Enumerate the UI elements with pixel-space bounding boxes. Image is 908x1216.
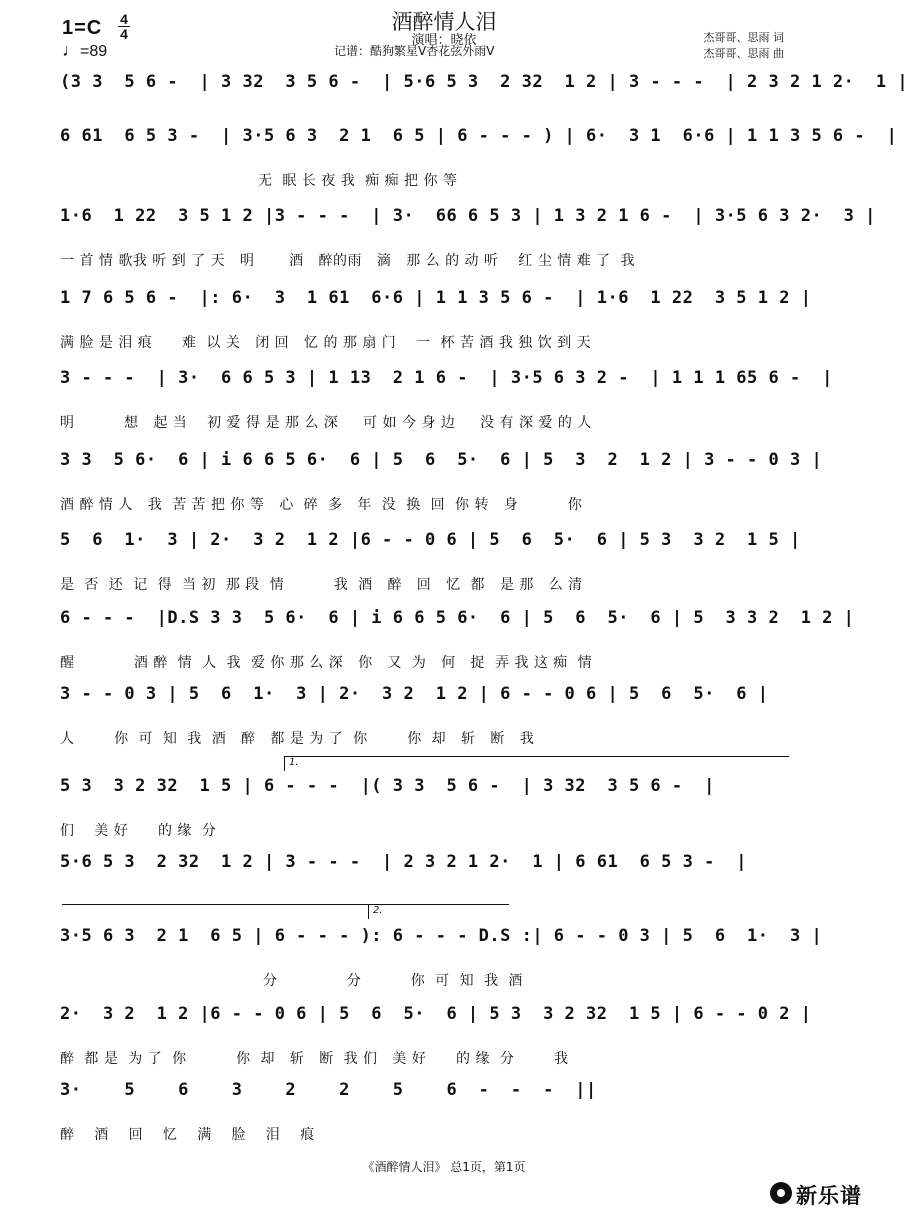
notes-line: 3 3 5 6· 6 | i 6 6 5 6· 6 | 5 6 5· 6 | 5 3 2 1 2 | 3 - - 0 3 | (60, 450, 823, 470)
notes-line: 3· 5 6 3 2 2 5 6 - - - || (60, 1080, 597, 1100)
notes-line: 5 3 3 2 32 1 5 | 6 - - - |( 3 3 5 6 - | 3 32 3 5 6 - | (60, 776, 715, 796)
notes-line: 3·5 6 3 2 1 6 5 | 6 - - - ): 6 - - - D.S :| 6 - - 0 3 | 5 6 1· 3 | (60, 926, 823, 946)
notes-line: 3 - - - | 3· 6 6 5 3 | 1 13 2 1 6 - | 3·5 6 3 2 - | 1 1 1 65 6 - | (60, 368, 833, 388)
lyrics-line: 酒 醉 情 人 我 苦 苦 把 你 等 心 碎 多 年 没 换 回 你 转 身 你 (60, 497, 583, 513)
notes-line: 5·6 5 3 2 32 1 2 | 3 - - - | 2 3 2 1 2· 1 | 6 61 6 5 3 - | (60, 852, 748, 872)
lyrics-line: 醒 酒 醉 情 人 我 爱 你 那 么 深 你 又 为 何 捉 弄 我 这 痴 情 (60, 655, 593, 671)
transcriber: 记谱：酷狗繁星V杏花弦外雨V (334, 44, 495, 58)
time-signature-top: 4 (118, 12, 130, 27)
notes-line: (3 3 5 6 - | 3 32 3 5 6 - | 5·6 5 3 2 32 1 2 | 3 - - - | 2 3 2 1 2· 1 | (60, 72, 908, 92)
notes-line: 5 6 1· 3 | 2· 3 2 1 2 |6 - - 0 6 | 5 6 5· 6 | 5 3 3 2 1 5 | (60, 530, 801, 550)
lyrics-line: 明 想 起 当 初 爱 得 是 那 么 深 可 如 今 身 边 没 有 深 爱 的 人 (60, 415, 592, 431)
notes-line: 1·6 1 22 3 5 1 2 |3 - - - | 3· 66 6 5 3 | 1 3 2 1 6 - | 3·5 6 3 2· 3 | (60, 206, 876, 226)
lyrics-line: 人 你 可 知 我 酒 醉 都 是 为 了 你 你 却 斩 断 我 (60, 731, 535, 747)
notes-line: 2· 3 2 1 2 |6 - - 0 6 | 5 6 5· 6 | 5 3 3 2 32 1 5 | 6 - - 0 2 | (60, 1004, 812, 1024)
tempo-value: =89 (80, 43, 108, 60)
brand-name: 新乐谱 (796, 1184, 862, 1208)
lyrics-line: 一 首 情 歌我 听 到 了 天 明 酒 醉的雨 滴 那 么 的 动 听 红 尘 情 难 了 我 (60, 253, 636, 269)
lyrics-line: 醉 都 是 为 了 你 你 却 斩 断 我 们 美 好 的 缘 分 我 (60, 1051, 569, 1067)
page-footer: 《酒醉情人泪》 总1页，第1页 (362, 1160, 526, 1174)
lyrics-line: 无 眠 长 夜 我 痴 痴 把 你 等 (60, 173, 458, 189)
brand-logo (770, 1180, 888, 1208)
lyrics-line: 们 美 好 的 缘 分 (60, 823, 217, 839)
lyricist-credit: 杰哥哥、思雨 词 (703, 31, 784, 44)
lyrics-line: 醉 酒 回 忆 满 脸 泪 痕 (60, 1127, 315, 1143)
notes-line: 6 - - - |D.S 3 3 5 6· 6 | i 6 6 5 6· 6 | 5 6 5· 6 | 5 3 3 2 1 2 | (60, 608, 855, 628)
second-ending-label: 2. (373, 905, 383, 916)
key-signature: 1=C (62, 17, 103, 39)
notes-line: 1 7 6 5 6 - |: 6· 3 1 61 6·6 | 1 1 3 5 6 - | 1·6 1 22 3 5 1 2 | (60, 288, 812, 308)
notes-line: 3 - - 0 3 | 5 6 1· 3 | 2· 3 2 1 2 | 6 - - 0 6 | 5 6 5· 6 | (60, 684, 769, 704)
time-signature-bottom: 4 (120, 26, 128, 42)
second-ending-bracket (368, 904, 509, 919)
first-ending-continuation (62, 904, 368, 919)
composer-credit: 杰哥哥、思雨 曲 (703, 47, 784, 60)
vinyl-record-icon (770, 1182, 792, 1204)
lyrics-line: 分 分 你 可 知 我 酒 (60, 973, 523, 989)
singer: 演唱：晓依 (411, 33, 477, 48)
lyrics-line: 是 否 还 记 得 当 初 那 段 情 我 酒 醉 回 忆 都 是 那 么 清 (60, 577, 583, 593)
notes-line: 6 61 6 5 3 - | 3·5 6 3 2 1 6 5 | 6 - - - ) | 6· 3 1 6·6 | 1 1 3 5 6 - | (60, 126, 898, 146)
quarter-note-icon: ♩ (62, 40, 80, 60)
first-ending-bracket (284, 756, 789, 771)
song-title: 酒醉情人泪 (391, 10, 497, 34)
first-ending-label: 1. (289, 757, 299, 768)
lyrics-line: 满 脸 是 泪 痕 难 以 关 闭 回 忆 的 那 扇 门 一 杯 苦 酒 我 独 饮 到 天 (60, 335, 592, 351)
